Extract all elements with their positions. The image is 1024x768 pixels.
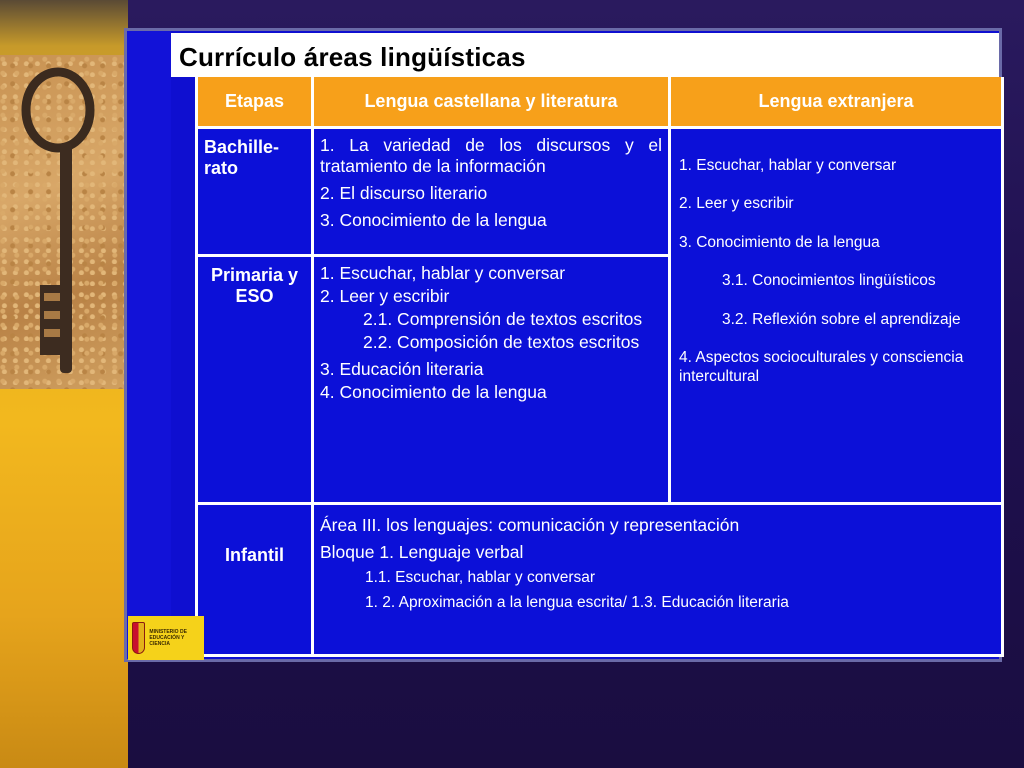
row-bachillerato	[197, 127, 1003, 255]
list-item: 1. Escuchar, hablar y conversar	[679, 156, 897, 174]
list-item: Bloque 1. Lenguaje verbal	[320, 541, 524, 562]
key-image	[0, 55, 124, 389]
infantil-content	[313, 503, 1003, 656]
coat-of-arms-icon	[132, 622, 145, 654]
list-subitem: 2.1. Comprensión de textos escritos	[363, 308, 643, 329]
title-bar	[171, 33, 999, 77]
ministry-logo	[128, 616, 204, 660]
header-foreign: Lengua extranjera	[670, 77, 1003, 127]
stage-infantil	[197, 503, 313, 656]
stage-label-line: Infantil	[225, 544, 284, 565]
stage-primaria	[197, 255, 313, 503]
slide-left-band	[127, 31, 171, 659]
list-item: 3. Educación literaria	[320, 358, 484, 379]
list-item: 2. Leer y escribir	[679, 195, 794, 213]
row-infantil	[197, 503, 1003, 656]
list-item: 2. Leer y escribir	[320, 285, 450, 306]
logo-text: MINISTERIO DE EDUCACIÓN Y CIENCIA	[149, 629, 187, 647]
bachillerato-spanish	[313, 127, 670, 255]
list-item: 3. Conocimiento de la lengua	[320, 209, 547, 230]
list-item: Área III. los lenguajes: comunicación y representación	[320, 514, 740, 535]
list-item: 3. Conocimiento de la lengua	[679, 233, 880, 251]
list-subitem: 3.1. Conocimientos lingüísticos	[722, 272, 936, 290]
slide-frame	[124, 28, 1002, 662]
stage-label-line: Primaria y	[210, 264, 299, 285]
curriculum-table	[195, 77, 1004, 657]
stage-label-line: Bachille-	[204, 136, 280, 157]
key-icon	[0, 55, 124, 389]
stage-label-line: rato	[204, 157, 239, 178]
list-item: 4. Aspectos socioculturales y consciencia intercultural	[679, 349, 964, 386]
list-subitem: 1. 2. Aproximación a la lengua escrita/ 1.3. Educación literaria	[365, 594, 789, 612]
stage-label-line: ESO	[235, 285, 274, 306]
table-header-row	[197, 77, 1003, 127]
primaria-spanish	[313, 255, 670, 503]
list-subitem: 1.1. Escuchar, hablar y conversar	[365, 569, 596, 587]
foreign-language-cell	[670, 127, 1003, 503]
list-item: 4. Conocimiento de la lengua	[320, 381, 547, 402]
list-item: 2. El discurso literario	[320, 182, 488, 203]
header-spanish: Lengua castellana y literatura	[313, 77, 670, 127]
stage-bachillerato	[197, 127, 313, 255]
list-item: 1. La variedad de los discursos y el tratamiento de la información	[320, 134, 662, 176]
header-stage: Etapas	[197, 77, 313, 127]
page-title: Currículo áreas lingüísticas	[179, 42, 526, 72]
list-subitem: 3.2. Reflexión sobre el aprendizaje	[722, 310, 961, 328]
list-subitem: 2.2. Composición de textos escritos	[363, 331, 640, 352]
list-item: 1. Escuchar, hablar y conversar	[320, 262, 566, 283]
